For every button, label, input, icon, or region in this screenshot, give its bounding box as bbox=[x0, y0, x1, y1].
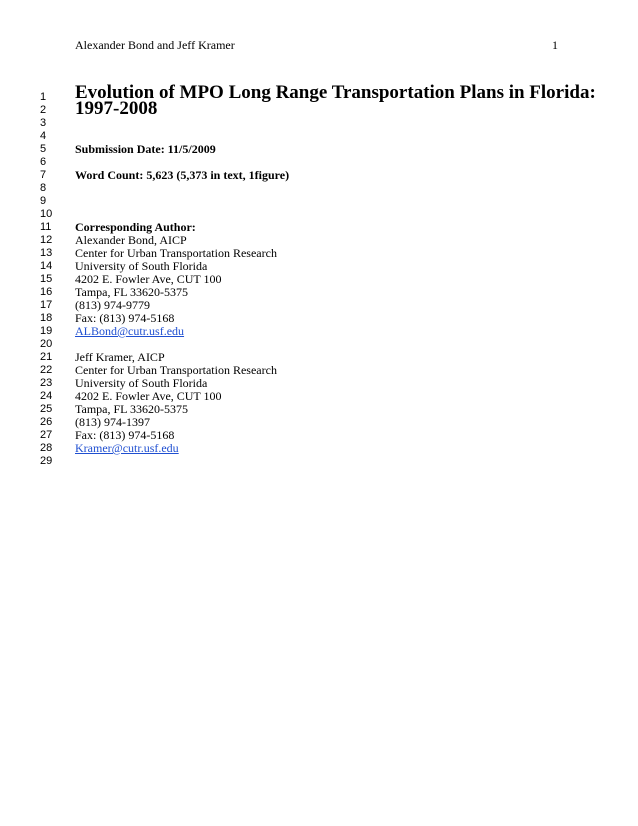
author-city: Tampa, FL 33620-5375 bbox=[75, 402, 189, 416]
submission-date: Submission Date: 11/5/2009 bbox=[75, 142, 216, 156]
author-organization: Center for Urban Transportation Research bbox=[75, 246, 277, 260]
line-number: 1 bbox=[40, 91, 47, 103]
line-number: 11 bbox=[40, 221, 52, 233]
line-number: 29 bbox=[40, 455, 53, 467]
line-number: 28 bbox=[40, 442, 53, 454]
page-number: 1 bbox=[552, 38, 558, 52]
author-name: Alexander Bond, AICP bbox=[75, 233, 187, 247]
author-phone: (813) 974-1397 bbox=[75, 415, 150, 429]
line-number: 7 bbox=[40, 169, 47, 181]
line-number: 26 bbox=[40, 416, 53, 428]
line-number: 9 bbox=[40, 195, 47, 207]
running-header-authors: Alexander Bond and Jeff Kramer bbox=[75, 38, 235, 52]
line-number: 5 bbox=[40, 143, 47, 155]
line-number: 19 bbox=[40, 325, 53, 337]
line-number: 10 bbox=[40, 208, 53, 220]
paper-title-line-2: 1997-2008 bbox=[75, 98, 158, 119]
line-number: 3 bbox=[40, 117, 47, 129]
author-university: University of South Florida bbox=[75, 376, 208, 390]
author-university: University of South Florida bbox=[75, 259, 208, 273]
author-fax: Fax: (813) 974-5168 bbox=[75, 311, 175, 325]
line-number: 13 bbox=[40, 247, 53, 259]
author-name: Jeff Kramer, AICP bbox=[75, 350, 165, 364]
line-number: 25 bbox=[40, 403, 53, 415]
author-email-link[interactable]: Kramer@cutr.usf.edu bbox=[75, 441, 179, 455]
author-street-address: 4202 E. Fowler Ave, CUT 100 bbox=[75, 272, 222, 286]
corresponding-author-label: Corresponding Author: bbox=[75, 220, 196, 234]
line-number: 24 bbox=[40, 390, 53, 402]
line-number: 27 bbox=[40, 429, 53, 441]
line-number: 21 bbox=[40, 351, 53, 363]
line-number: 18 bbox=[40, 312, 53, 324]
line-number: 23 bbox=[40, 377, 53, 389]
line-number: 20 bbox=[40, 338, 53, 350]
line-number: 12 bbox=[40, 234, 53, 246]
line-number: 14 bbox=[40, 260, 53, 272]
author-city: Tampa, FL 33620-5375 bbox=[75, 285, 189, 299]
paper-title-line-1: Evolution of MPO Long Range Transportation Plans in Florida: bbox=[75, 82, 596, 103]
line-number: 6 bbox=[40, 156, 47, 168]
word-count: Word Count: 5,623 (5,373 in text, 1figure) bbox=[75, 168, 290, 182]
line-number: 17 bbox=[40, 299, 53, 311]
author-phone: (813) 974-9779 bbox=[75, 298, 150, 312]
line-number: 15 bbox=[40, 273, 53, 285]
line-number: 2 bbox=[40, 104, 47, 116]
author-fax: Fax: (813) 974-5168 bbox=[75, 428, 175, 442]
author-organization: Center for Urban Transportation Research bbox=[75, 363, 277, 377]
line-number: 22 bbox=[40, 364, 53, 376]
line-number: 8 bbox=[40, 182, 47, 194]
line-number: 16 bbox=[40, 286, 53, 298]
author-email-link[interactable]: ALBond@cutr.usf.edu bbox=[75, 324, 185, 338]
author-street-address: 4202 E. Fowler Ave, CUT 100 bbox=[75, 389, 222, 403]
line-number: 4 bbox=[40, 130, 47, 142]
